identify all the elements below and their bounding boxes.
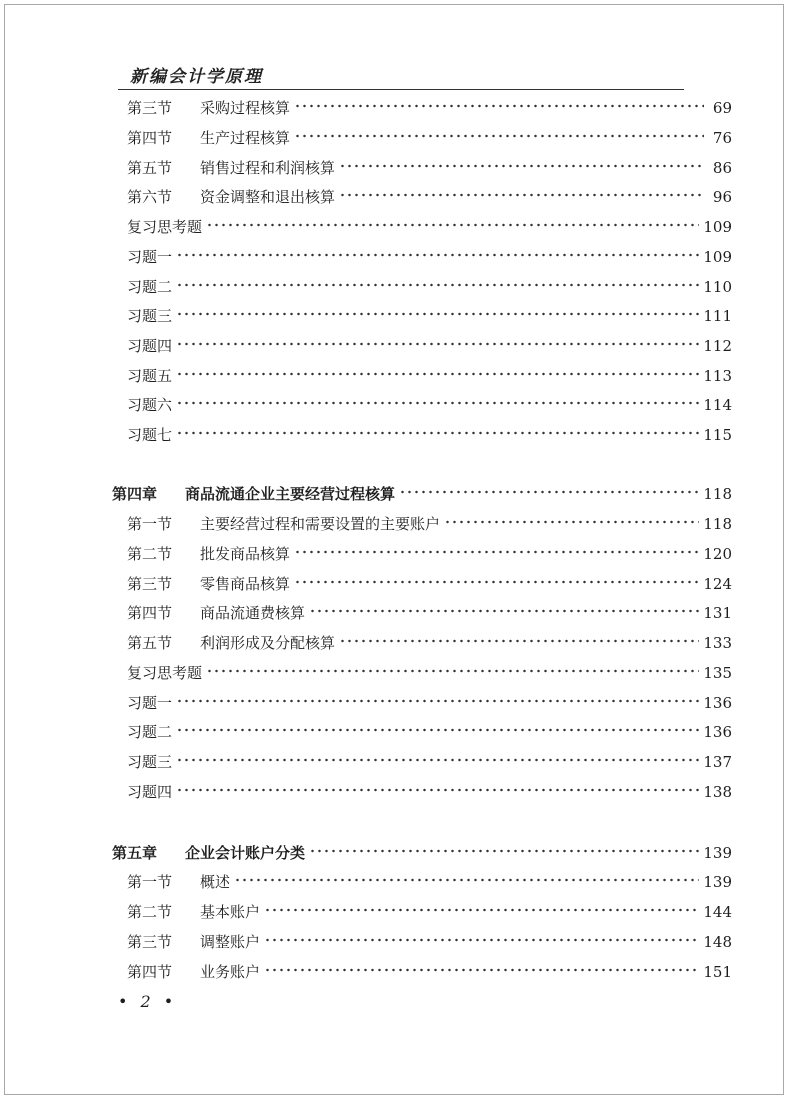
chapter-title: 企业会计账户分类 [185, 844, 306, 862]
toc-section-row[interactable] [127, 931, 732, 953]
section-number: 第四节 [127, 604, 173, 622]
running-header [118, 60, 684, 90]
exercise-title: 习题一 [127, 694, 173, 712]
page-ref: 110 [703, 278, 732, 296]
section-number: 第六节 [127, 188, 173, 206]
page-ref: 137 [703, 753, 732, 771]
dot-leader [176, 698, 699, 704]
toc-section-row[interactable] [127, 901, 732, 923]
page-ref: 109 [703, 248, 732, 266]
section-title: 调整账户 [200, 933, 261, 951]
page-number: • 2 • [118, 992, 178, 1011]
toc-section-row[interactable] [127, 871, 732, 893]
page-ref: 138 [703, 783, 732, 801]
section-number: 第四节 [127, 963, 173, 981]
page-ref: 118 [703, 515, 732, 533]
chapter-title: 商品流通企业主要经营过程核算 [185, 485, 396, 503]
dot-leader [399, 489, 699, 495]
toc-exercise-row[interactable] [127, 662, 732, 684]
toc-exercise-row[interactable] [127, 424, 732, 446]
toc-section-row[interactable] [127, 602, 732, 624]
dot-leader [264, 967, 699, 973]
page-ref: 133 [703, 634, 732, 652]
section-title: 采购过程核算 [200, 99, 291, 117]
section-number: 第三节 [127, 933, 173, 951]
toc-section-row[interactable] [127, 573, 732, 595]
toc-section-row[interactable] [127, 127, 732, 149]
header-rule [118, 89, 684, 90]
exercise-title: 复习思考题 [127, 218, 203, 236]
dot-leader [176, 371, 699, 377]
page-ref: 124 [703, 575, 732, 593]
running-title: 新编会计学原理 [130, 67, 263, 87]
toc-section-row[interactable] [127, 513, 732, 535]
dot-leader [176, 311, 699, 317]
toc-exercise-row[interactable] [127, 216, 732, 238]
section-number: 第三节 [127, 575, 173, 593]
exercise-title: 习题七 [127, 426, 173, 444]
exercise-title: 复习思考题 [127, 664, 203, 682]
page-ref: 136 [703, 694, 732, 712]
dot-leader [176, 282, 699, 288]
exercise-title: 习题五 [127, 367, 173, 385]
toc-exercise-row[interactable] [127, 365, 732, 387]
dot-leader [294, 549, 699, 555]
dot-leader [176, 757, 699, 763]
dot-leader [176, 400, 699, 406]
dot-leader [294, 579, 699, 585]
exercise-title: 习题二 [127, 278, 173, 296]
page-ref: 114 [703, 396, 732, 414]
dot-leader [264, 907, 699, 913]
exercise-title: 习题四 [127, 783, 173, 801]
exercise-title: 习题四 [127, 337, 173, 355]
toc-section-row[interactable] [127, 632, 732, 654]
page-ref: 113 [703, 367, 732, 385]
section-title: 零售商品核算 [200, 575, 291, 593]
section-title: 基本账户 [200, 903, 261, 921]
page-ref: 118 [703, 485, 732, 503]
section-title: 资金调整和退出核算 [200, 188, 336, 206]
dot-leader [234, 877, 699, 883]
toc-exercise-row[interactable] [127, 276, 732, 298]
section-title: 概述 [200, 873, 231, 891]
toc-section-row[interactable] [127, 157, 732, 179]
section-title: 批发商品核算 [200, 545, 291, 563]
dot-leader [176, 727, 699, 733]
dot-leader [339, 163, 704, 169]
dot-leader [309, 848, 699, 854]
dot-leader [176, 787, 699, 793]
section-number: 第二节 [127, 903, 173, 921]
page-ref: 112 [703, 337, 732, 355]
section-number: 第一节 [127, 515, 173, 533]
page-ref: 86 [712, 159, 732, 177]
dot-leader [176, 341, 699, 347]
toc-chapter-row[interactable] [112, 483, 732, 505]
page-ref: 96 [712, 188, 732, 206]
section-number: 第五节 [127, 159, 173, 177]
page-ref: 115 [703, 426, 732, 444]
toc-exercise-row[interactable] [127, 335, 732, 357]
dot-leader [339, 192, 704, 198]
toc-chapter-row[interactable] [112, 842, 732, 864]
page-ref: 148 [703, 933, 732, 951]
page-ref: 69 [712, 99, 732, 117]
chapter-number: 第五章 [112, 844, 158, 862]
toc-exercise-row[interactable] [127, 394, 732, 416]
dot-leader [444, 519, 699, 525]
section-title: 业务账户 [200, 963, 261, 981]
toc-section-row[interactable] [127, 543, 732, 565]
toc-exercise-row[interactable] [127, 246, 732, 268]
section-title: 商品流通费核算 [200, 604, 306, 622]
section-title: 利润形成及分配核算 [200, 634, 336, 652]
section-title: 主要经营过程和需要设置的主要账户 [200, 515, 441, 533]
dot-leader [176, 252, 699, 258]
toc-exercise-row[interactable] [127, 305, 732, 327]
section-number: 第一节 [127, 873, 173, 891]
toc-exercise-row[interactable] [127, 751, 732, 773]
dot-leader [339, 638, 699, 644]
page-ref: 120 [703, 545, 732, 563]
page-ref: 139 [703, 844, 732, 862]
section-number: 第四节 [127, 129, 173, 147]
dot-leader [294, 133, 704, 139]
dot-leader [264, 937, 699, 943]
exercise-title: 习题六 [127, 396, 173, 414]
toc-exercise-row[interactable] [127, 781, 732, 803]
exercise-title: 习题一 [127, 248, 173, 266]
dot-leader [206, 222, 699, 228]
page-ref: 151 [703, 963, 732, 981]
section-number: 第三节 [127, 99, 173, 117]
exercise-title: 习题二 [127, 723, 173, 741]
page-ref: 131 [703, 604, 732, 622]
page-ref: 136 [703, 723, 732, 741]
dot-leader [176, 430, 699, 436]
page-ref: 111 [703, 307, 732, 325]
chapter-number: 第四章 [112, 485, 158, 503]
page-ref: 76 [712, 129, 732, 147]
exercise-title: 习题三 [127, 307, 173, 325]
dot-leader [294, 103, 704, 109]
toc-section-row[interactable] [127, 961, 732, 983]
toc-exercise-row[interactable] [127, 692, 732, 714]
page-ref: 135 [703, 664, 732, 682]
toc-section-row[interactable] [127, 186, 732, 208]
page-ref: 139 [703, 873, 732, 891]
section-title: 销售过程和利润核算 [200, 159, 336, 177]
dot-leader [206, 668, 699, 674]
exercise-title: 习题三 [127, 753, 173, 771]
dot-leader [309, 608, 699, 614]
section-number: 第五节 [127, 634, 173, 652]
page-ref: 144 [703, 903, 732, 921]
toc-section-row[interactable] [127, 97, 732, 119]
page-ref: 109 [703, 218, 732, 236]
section-title: 生产过程核算 [200, 129, 291, 147]
section-number: 第二节 [127, 545, 173, 563]
toc-exercise-row[interactable] [127, 721, 732, 743]
